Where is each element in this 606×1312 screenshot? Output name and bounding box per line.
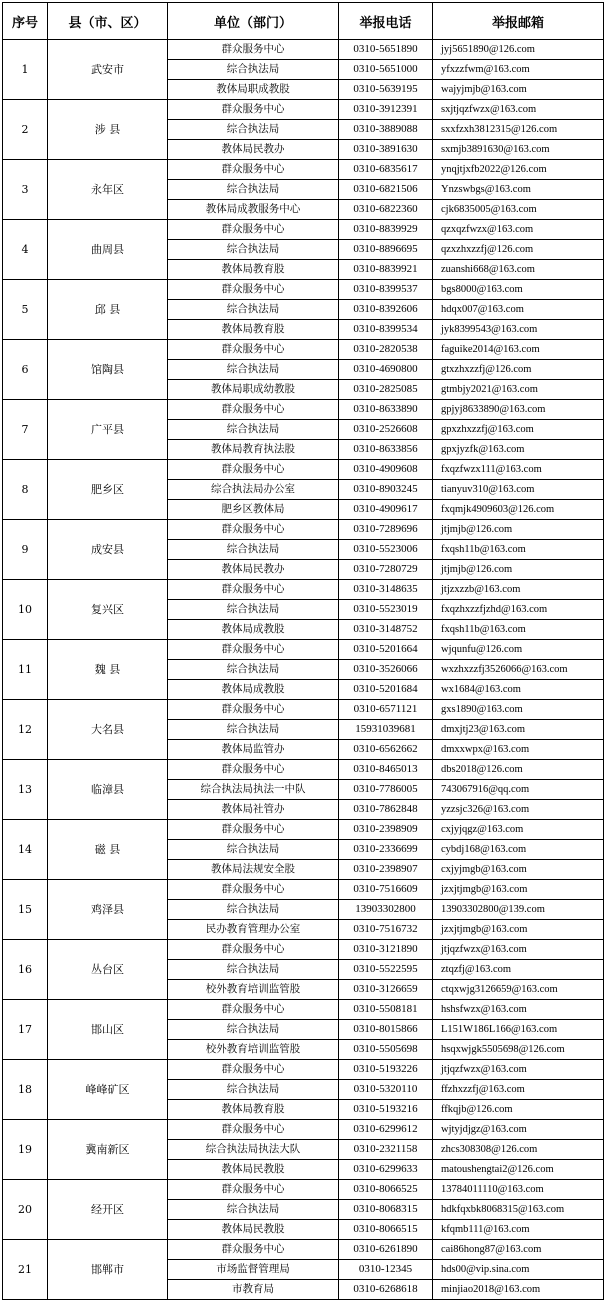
unit-cell: 群众服务中心 [168,1180,339,1200]
row-index: 15 [3,880,48,940]
email-cell: jzxjtjmgb@163.com [433,920,604,940]
phone-cell: 0310-8633890 [339,400,433,420]
unit-cell: 综合执法局 [168,300,339,320]
county-cell: 丛台区 [48,940,168,1000]
phone-cell: 13903302800 [339,900,433,920]
unit-cell: 群众服务中心 [168,340,339,360]
email-cell: gtmbjy2021@163.com [433,380,604,400]
email-cell: cybdj168@163.com [433,840,604,860]
row-index: 6 [3,340,48,400]
email-cell: fxqsh11b@163.com [433,540,604,560]
phone-cell: 0310-7862848 [339,800,433,820]
row-index: 3 [3,160,48,220]
unit-cell: 综合执法局 [168,180,339,200]
table-row [3,400,604,420]
phone-cell: 0310-5201684 [339,680,433,700]
table-header-row [3,3,604,40]
row-index: 16 [3,940,48,1000]
unit-cell: 综合执法局 [168,720,339,740]
unit-cell: 教体局职成教股 [168,80,339,100]
county-cell: 大名县 [48,700,168,760]
phone-cell: 15931039681 [339,720,433,740]
email-cell: fxqzhxzzfjzhd@163.com [433,600,604,620]
unit-cell: 综合执法局 [168,960,339,980]
header-unit: 单位（部门） [168,3,339,40]
unit-cell: 群众服务中心 [168,280,339,300]
row-index: 11 [3,640,48,700]
phone-cell: 0310-3526066 [339,660,433,680]
row-index: 12 [3,700,48,760]
unit-cell: 教体局成教股 [168,680,339,700]
county-cell: 磁 县 [48,820,168,880]
email-cell: gxs1890@163.com [433,700,604,720]
table-row [3,1120,604,1140]
row-index: 2 [3,100,48,160]
phone-cell: 0310-2526608 [339,420,433,440]
phone-cell: 0310-5523019 [339,600,433,620]
unit-cell: 教体局民教股 [168,1160,339,1180]
unit-cell: 综合执法局 [168,1080,339,1100]
phone-cell: 0310-3889088 [339,120,433,140]
phone-cell: 0310-8068315 [339,1200,433,1220]
unit-cell: 群众服务中心 [168,580,339,600]
unit-cell: 群众服务中心 [168,460,339,480]
phone-cell: 0310-8399534 [339,320,433,340]
table-row [3,280,604,300]
unit-cell: 群众服务中心 [168,940,339,960]
county-cell: 肥乡区 [48,460,168,520]
email-cell: Ynzswbgs@163.com [433,180,604,200]
phone-cell: 0310-5651890 [339,40,433,60]
table-row [3,40,604,60]
email-cell: hdkfqxbk8068315@163.com [433,1200,604,1220]
phone-cell: 0310-5505698 [339,1040,433,1060]
phone-cell: 0310-5201664 [339,640,433,660]
header-index: 序号 [3,3,48,40]
table-row [3,880,604,900]
phone-cell: 0310-2398907 [339,860,433,880]
table-row [3,1240,604,1260]
unit-cell: 综合执法局 [168,1200,339,1220]
email-cell: hds00@vip.sina.com [433,1260,604,1280]
unit-cell: 综合执法局 [168,240,339,260]
email-cell: wjqunfu@126.com [433,640,604,660]
unit-cell: 综合执法局 [168,660,339,680]
phone-cell: 0310-3126659 [339,980,433,1000]
unit-cell: 市场监督管理局 [168,1260,339,1280]
phone-cell: 0310-6299633 [339,1160,433,1180]
unit-cell: 群众服务中心 [168,820,339,840]
unit-cell: 群众服务中心 [168,760,339,780]
email-cell: ztqzfj@163.com [433,960,604,980]
unit-cell: 民办教育管理办公室 [168,920,339,940]
phone-cell: 0310-8066515 [339,1220,433,1240]
phone-cell: 0310-6268618 [339,1280,433,1300]
row-index: 9 [3,520,48,580]
email-cell: hshsfwzx@163.com [433,1000,604,1020]
table-row [3,640,604,660]
unit-cell: 教体局社管办 [168,800,339,820]
email-cell: qzxzhxzzfj@126.com [433,240,604,260]
phone-cell: 0310-5639195 [339,80,433,100]
phone-cell: 0310-8392606 [339,300,433,320]
unit-cell: 群众服务中心 [168,640,339,660]
email-cell: gpjyj8633890@163.com [433,400,604,420]
email-cell: qzxqzfwzx@163.com [433,220,604,240]
email-cell: yzzsjc326@163.com [433,800,604,820]
phone-cell: 0310-8839921 [339,260,433,280]
phone-cell: 0310-7786005 [339,780,433,800]
county-cell: 峰峰矿区 [48,1060,168,1120]
email-cell: L151W186L166@163.com [433,1020,604,1040]
email-cell: cjk6835005@163.com [433,200,604,220]
unit-cell: 教体局教育股 [168,320,339,340]
phone-cell: 0310-6822360 [339,200,433,220]
email-cell: jtjqzfwzx@163.com [433,940,604,960]
unit-cell: 综合执法局办公室 [168,480,339,500]
email-cell: jtjqzfwzx@163.com [433,1060,604,1080]
email-cell: 13784011110@163.com [433,1180,604,1200]
phone-cell: 0310-8839929 [339,220,433,240]
email-cell: sxjtjqzfwzx@163.com [433,100,604,120]
unit-cell: 综合执法局 [168,120,339,140]
email-cell: cxjyjmgb@163.com [433,860,604,880]
phone-cell: 0310-3148635 [339,580,433,600]
unit-cell: 教体局监管办 [168,740,339,760]
unit-cell: 综合执法局 [168,60,339,80]
county-cell: 邱 县 [48,280,168,340]
phone-cell: 0310-4690800 [339,360,433,380]
header-email: 举报邮箱 [433,3,604,40]
phone-cell: 0310-8633856 [339,440,433,460]
email-cell: gtxzhxzzfj@126.com [433,360,604,380]
phone-cell: 0310-3891630 [339,140,433,160]
unit-cell: 综合执法局 [168,540,339,560]
phone-cell: 0310-3148752 [339,620,433,640]
unit-cell: 教体局民教办 [168,140,339,160]
row-index: 21 [3,1240,48,1300]
email-cell: hsqxwjgk5505698@126.com [433,1040,604,1060]
phone-cell: 0310-8903245 [339,480,433,500]
county-cell: 成安县 [48,520,168,580]
row-index: 13 [3,760,48,820]
unit-cell: 教体局民教办 [168,560,339,580]
table-row [3,520,604,540]
row-index: 20 [3,1180,48,1240]
county-cell: 武安市 [48,40,168,100]
table-row [3,580,604,600]
email-cell: matoushengtai2@126.com [433,1160,604,1180]
table-row [3,820,604,840]
row-index: 19 [3,1120,48,1180]
phone-cell: 0310-5193216 [339,1100,433,1120]
email-cell: jtjmjb@126.com [433,520,604,540]
phone-cell: 0310-8465013 [339,760,433,780]
phone-cell: 0310-8066525 [339,1180,433,1200]
email-cell: sxxfzxh3812315@126.com [433,120,604,140]
email-cell: dmxxwpx@163.com [433,740,604,760]
email-cell: ffkqjb@126.com [433,1100,604,1120]
unit-cell: 群众服务中心 [168,100,339,120]
email-cell: jtjzxzzb@163.com [433,580,604,600]
county-cell: 邯山区 [48,1000,168,1060]
email-cell: dmxjtj23@163.com [433,720,604,740]
email-cell: 13903302800@139.com [433,900,604,920]
row-index: 14 [3,820,48,880]
unit-cell: 群众服务中心 [168,400,339,420]
email-cell: gpxzhxzzfj@163.com [433,420,604,440]
phone-cell: 0310-3912391 [339,100,433,120]
table-row [3,340,604,360]
phone-cell: 0310-5508181 [339,1000,433,1020]
county-cell: 冀南新区 [48,1120,168,1180]
email-cell: sxmjb3891630@163.com [433,140,604,160]
table-row [3,160,604,180]
row-index: 8 [3,460,48,520]
unit-cell: 群众服务中心 [168,880,339,900]
email-cell: zhcs308308@126.com [433,1140,604,1160]
unit-cell: 校外教育培训监管股 [168,1040,339,1060]
unit-cell: 综合执法局 [168,900,339,920]
row-index: 17 [3,1000,48,1060]
unit-cell: 群众服务中心 [168,40,339,60]
email-cell: fxqmjk4909603@126.com [433,500,604,520]
table-row [3,1000,604,1020]
email-cell: fxqsh11b@163.com [433,620,604,640]
phone-cell: 0310-7280729 [339,560,433,580]
unit-cell: 校外教育培训监管股 [168,980,339,1000]
table-row [3,1180,604,1200]
email-cell: kfqmb111@163.com [433,1220,604,1240]
report-contacts-table [2,2,604,1300]
unit-cell: 综合执法局执法大队 [168,1140,339,1160]
unit-cell: 群众服务中心 [168,700,339,720]
email-cell: hdqx007@163.com [433,300,604,320]
unit-cell: 教体局教育执法股 [168,440,339,460]
unit-cell: 教体局法规安全股 [168,860,339,880]
email-cell: minjiao2018@163.com [433,1280,604,1300]
unit-cell: 教体局民教股 [168,1220,339,1240]
phone-cell: 0310-6835617 [339,160,433,180]
email-cell: zuanshi668@163.com [433,260,604,280]
unit-cell: 教体局教育股 [168,260,339,280]
table-row [3,100,604,120]
county-cell: 曲周县 [48,220,168,280]
county-cell: 永年区 [48,160,168,220]
unit-cell: 群众服务中心 [168,1000,339,1020]
phone-cell: 0310-2825085 [339,380,433,400]
row-index: 10 [3,580,48,640]
phone-cell: 0310-5193226 [339,1060,433,1080]
phone-cell: 0310-2336699 [339,840,433,860]
phone-cell: 0310-2321158 [339,1140,433,1160]
table-row [3,1060,604,1080]
row-index: 5 [3,280,48,340]
email-cell: ctqxwjg3126659@163.com [433,980,604,1000]
unit-cell: 群众服务中心 [168,520,339,540]
county-cell: 临漳县 [48,760,168,820]
phone-cell: 0310-5651000 [339,60,433,80]
email-cell: dbs2018@126.com [433,760,604,780]
email-cell: 743067916@qq.com [433,780,604,800]
email-cell: yfxzzfwm@163.com [433,60,604,80]
unit-cell: 群众服务中心 [168,220,339,240]
table-row [3,760,604,780]
unit-cell: 综合执法局 [168,360,339,380]
county-cell: 涉 县 [48,100,168,160]
email-cell: bgs8000@163.com [433,280,604,300]
email-cell: fxqzfwzx111@163.com [433,460,604,480]
email-cell: ynqjtjxfb2022@126.com [433,160,604,180]
phone-cell: 0310-5523006 [339,540,433,560]
phone-cell: 0310-6299612 [339,1120,433,1140]
county-cell: 鸡泽县 [48,880,168,940]
phone-cell: 0310-7289696 [339,520,433,540]
phone-cell: 0310-7516732 [339,920,433,940]
table-row [3,940,604,960]
phone-cell: 0310-8399537 [339,280,433,300]
unit-cell: 综合执法局 [168,840,339,860]
email-cell: jyj5651890@126.com [433,40,604,60]
county-cell: 复兴区 [48,580,168,640]
table-body [3,40,604,1300]
county-cell: 经开区 [48,1180,168,1240]
email-cell: cai86hong87@163.com [433,1240,604,1260]
row-index: 1 [3,40,48,100]
email-cell: faguike2014@163.com [433,340,604,360]
phone-cell: 0310-8015866 [339,1020,433,1040]
phone-cell: 0310-3121890 [339,940,433,960]
email-cell: tianyuv310@163.com [433,480,604,500]
row-index: 18 [3,1060,48,1120]
email-cell: wajyjmjb@163.com [433,80,604,100]
unit-cell: 教体局教育股 [168,1100,339,1120]
phone-cell: 0310-2398909 [339,820,433,840]
header-phone: 举报电话 [339,3,433,40]
unit-cell: 肥乡区教体局 [168,500,339,520]
phone-cell: 0310-4909617 [339,500,433,520]
unit-cell: 综合执法局执法一中队 [168,780,339,800]
row-index: 7 [3,400,48,460]
phone-cell: 0310-6562662 [339,740,433,760]
phone-cell: 0310-6821506 [339,180,433,200]
email-cell: gpxjyzfk@163.com [433,440,604,460]
email-cell: jyk8399543@163.com [433,320,604,340]
row-index: 4 [3,220,48,280]
unit-cell: 群众服务中心 [168,1060,339,1080]
county-cell: 邯郸市 [48,1240,168,1300]
county-cell: 馆陶县 [48,340,168,400]
table-row [3,220,604,240]
unit-cell: 教体局成教股 [168,620,339,640]
county-cell: 广平县 [48,400,168,460]
unit-cell: 群众服务中心 [168,160,339,180]
table-row [3,700,604,720]
email-cell: wxzhxzzfj3526066@163.com [433,660,604,680]
email-cell: jzxjtjmgb@163.com [433,880,604,900]
unit-cell: 市教育局 [168,1280,339,1300]
unit-cell: 综合执法局 [168,600,339,620]
county-cell: 魏 县 [48,640,168,700]
unit-cell: 教体局职成幼教股 [168,380,339,400]
unit-cell: 综合执法局 [168,420,339,440]
table-row [3,460,604,480]
phone-cell: 0310-2820538 [339,340,433,360]
phone-cell: 0310-6261890 [339,1240,433,1260]
phone-cell: 0310-5522595 [339,960,433,980]
phone-cell: 0310-7516609 [339,880,433,900]
phone-cell: 0310-12345 [339,1260,433,1280]
unit-cell: 群众服务中心 [168,1120,339,1140]
phone-cell: 0310-4909608 [339,460,433,480]
email-cell: ffzhxzzfj@163.com [433,1080,604,1100]
email-cell: wx1684@163.com [433,680,604,700]
header-county: 县（市、区） [48,3,168,40]
email-cell: wjtyjdjgz@163.com [433,1120,604,1140]
unit-cell: 综合执法局 [168,1020,339,1040]
phone-cell: 0310-5320110 [339,1080,433,1100]
phone-cell: 0310-8896695 [339,240,433,260]
email-cell: jtjmjb@126.com [433,560,604,580]
email-cell: cxjyjqgz@163.com [433,820,604,840]
unit-cell: 教体局成教服务中心 [168,200,339,220]
unit-cell: 群众服务中心 [168,1240,339,1260]
phone-cell: 0310-6571121 [339,700,433,720]
